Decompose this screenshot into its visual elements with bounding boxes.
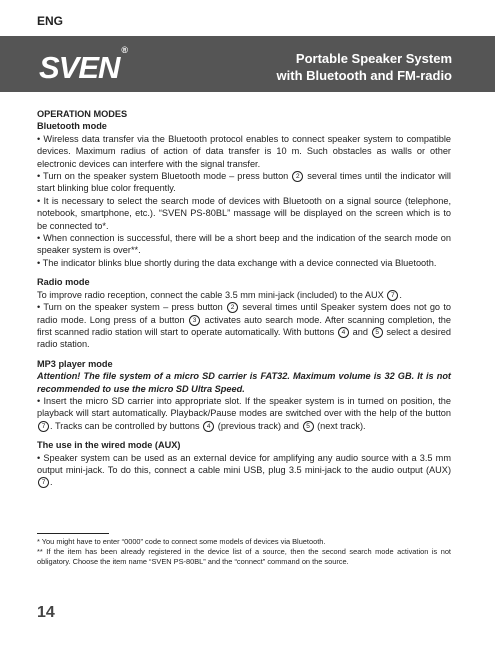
bluetooth-mode-heading: Bluetooth mode bbox=[37, 121, 107, 132]
circled-number-5: 5 bbox=[372, 327, 383, 338]
language-label: ENG bbox=[37, 14, 64, 28]
circled-number-7: 7 bbox=[38, 421, 49, 432]
radio-mode-heading: Radio mode bbox=[37, 277, 90, 288]
paragraph: • It is necessary to select the search mode of devices with Bluetooth on a signal source (telephone, notebook, smartphone, etc.). “SVEN PS-80BL” massage will be displayed on the screen which is to be connected to*. bbox=[37, 195, 451, 231]
registered-mark: ® bbox=[121, 44, 128, 55]
circled-number-2: 2 bbox=[292, 171, 303, 182]
circled-number-4: 4 bbox=[203, 421, 214, 432]
circled-number-4: 4 bbox=[338, 327, 349, 338]
sven-logo bbox=[39, 44, 128, 86]
circled-number-3: 3 bbox=[189, 315, 200, 326]
paragraph: • Insert the micro SD carrier into appropriate slot. If the speaker system is in turned on position, the playback will start automatically. Playback/Pause modes are switched over with the help of the button 7 . Tracks can be controlled by buttons 4 (previous track) and 5 (next track). bbox=[37, 395, 451, 431]
aux-mode-heading: The use in the wired mode (AUX) bbox=[37, 440, 181, 451]
page-number: 14 bbox=[37, 604, 55, 621]
footnote: ** If the item has been already registered in the device list of a source, then the second search mode activation is not obligatory. Choose the item name “SVEN PS-80BL” and the “connect” command on the source. bbox=[37, 547, 451, 567]
operation-modes-heading: OPERATION MODES bbox=[37, 109, 128, 119]
circled-number-7: 7 bbox=[38, 477, 49, 488]
footnote-divider bbox=[37, 533, 109, 534]
circled-number-7: 7 bbox=[387, 290, 398, 301]
brand-name: SVEN bbox=[39, 50, 120, 85]
paragraph: • Turn on the speaker system Bluetooth mode – press button 2 several times until the indicator will start blinking blue color frequently. bbox=[37, 171, 451, 194]
product-title-line1: Portable Speaker System bbox=[295, 51, 452, 66]
mp3-mode-heading: MP3 player mode bbox=[37, 358, 113, 369]
paragraph: • Turn on the speaker system – press button 2 several times until Speaker system does not go to radio mode. Long press of a button 3 activates auto search mode. After scanning completion, the first scanned radio station will start to operate automatically. With buttons 4 and 5 select a desired radio station. bbox=[37, 302, 452, 350]
circled-number-5: 5 bbox=[303, 421, 314, 432]
product-title-line2: with Bluetooth and FM-radio bbox=[276, 68, 452, 83]
paragraph: • Wireless data transfer via the Bluetooth protocol enables to connect speaker system to compatible devices. Maximum radius of action of data transfer is 10 m. Such obstacles as walls or other electronic devices can interfere with the signal transfer. bbox=[37, 133, 451, 169]
header-banner bbox=[0, 36, 495, 92]
footnote: * You might have to enter “0000” code to connect some models of devices via Bluetooth. bbox=[37, 537, 326, 546]
paragraph: • The indicator blinks blue shortly during the data exchange with a device connected via Bluetooth. bbox=[37, 257, 437, 268]
footnotes bbox=[37, 537, 451, 568]
manual-content bbox=[37, 108, 451, 489]
attention-note: Attention! The file system of a micro SD carrier is FAT32. Maximum volume is 32 GB. It is not recommended to use the micro SD Ultra Speed. bbox=[37, 371, 451, 394]
paragraph: • Speaker system can be used as an external device for amplifying any audio source with a 3.5 mm output mini-jack. To do this, connect a cable mini USB, plug 3.5 mini-jack to the audio output (AUX) 7 . bbox=[37, 452, 451, 488]
circled-number-2: 2 bbox=[227, 302, 238, 313]
paragraph: • When connection is successful, there will be a short beep and the indication of the search mode on speaker system is over**. bbox=[37, 233, 451, 256]
paragraph: To improve radio reception, connect the cable 3.5 mm mini-jack (included) to the AUX 7 . bbox=[37, 289, 402, 300]
